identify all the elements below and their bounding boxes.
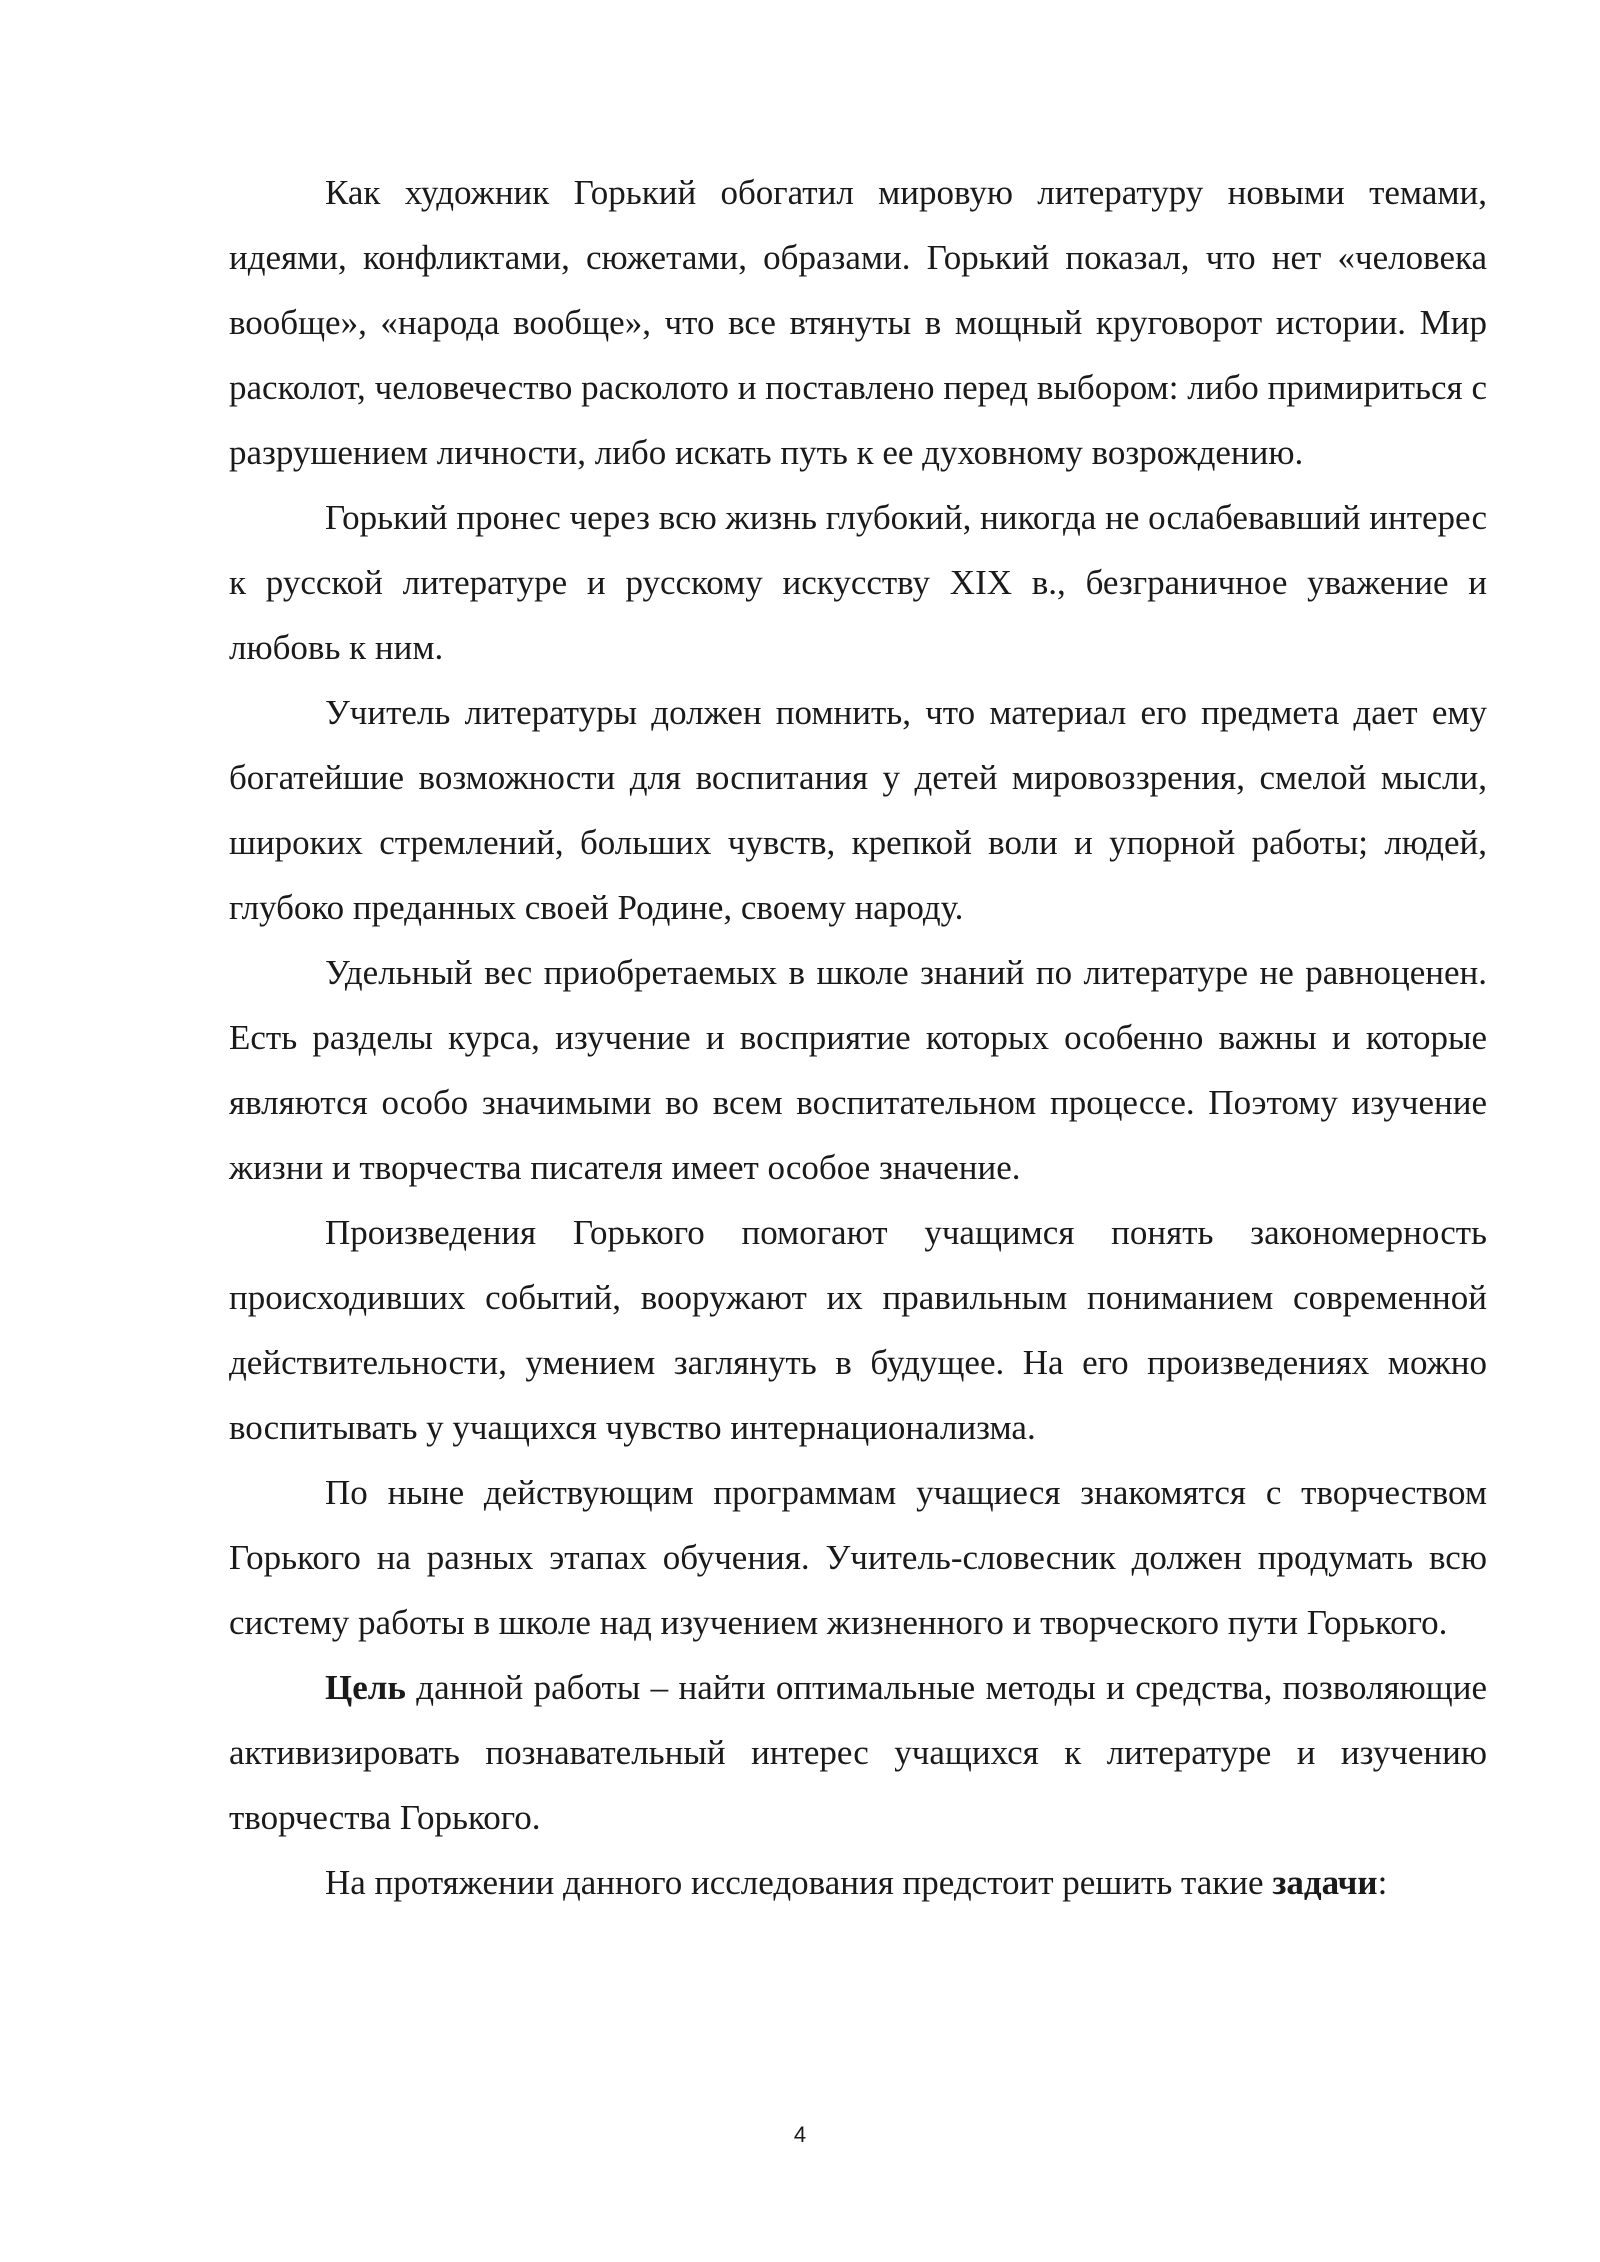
tasks-paragraph [229,1850,1487,1915]
goal-text: данной работы – найти оптимальные методы и средства, позволяющие активизировать познавательный интерес учащихся к литературе и изучению творчества Горького. [229,1668,1487,1837]
paragraph: Как художник Горький обогатил мировую литературу новыми темами, идеями, конфликтами, сюжетами, образами. Горький показал, что нет «человека вообще», «народа вообще», что все втянуты в мощный круговорот истории. Мир расколот, человечество расколото и поставлено перед выбором: либо примириться с разрушением личности, либо искать путь к ее духовному возрождению. [229,173,1487,472]
tasks-label: задачи [1272,1863,1378,1902]
tasks-lead: На протяжении данного исследования предстоит решить такие [325,1863,1273,1902]
goal-paragraph [229,1655,1487,1850]
paragraph: По ныне действующим программам учащиеся знакомятся с творчеством Горького на разных этапах обучения. Учитель-словесник должен продумать всю систему работы в школе над изучением жизненного и творческого пути Горького. [229,1473,1487,1642]
goal-label: Цель [325,1668,406,1707]
paragraph: Учитель литературы должен помнить, что материал его предмета дает ему богатейшие возможности для воспитания у детей мировоззрения, смелой мысли, широких стремлений, больших чувств, крепкой воли и упорной работы; людей, глубоко преданных своей Родине, своему народу. [229,693,1487,927]
tasks-colon: : [1377,1863,1388,1902]
paragraph: Горький пронес через всю жизнь глубокий, никогда не ослабевавший интерес к русской литературе и русскому искусству XIX в., безграничное уважение и любовь к ним. [229,498,1487,667]
page-number: 4 [793,2122,807,2147]
paragraph: Произведения Горького помогают учащимся понять закономерность происходивших событий, вооружают их правильным пониманием современной действительности, умением заглянуть в будущее. На его произведениях можно воспитывать у учащихся чувство интернационализма. [229,1213,1487,1447]
body-text [229,160,1487,1915]
paragraph: Удельный вес приобретаемых в школе знаний по литературе не равноценен. Есть разделы курса, изучение и восприятие которых особенно важны и которые являются особо значимыми во всем воспитательном процессе. Поэтому изучение жизни и творчества писателя имеет особое значение. [229,953,1487,1187]
